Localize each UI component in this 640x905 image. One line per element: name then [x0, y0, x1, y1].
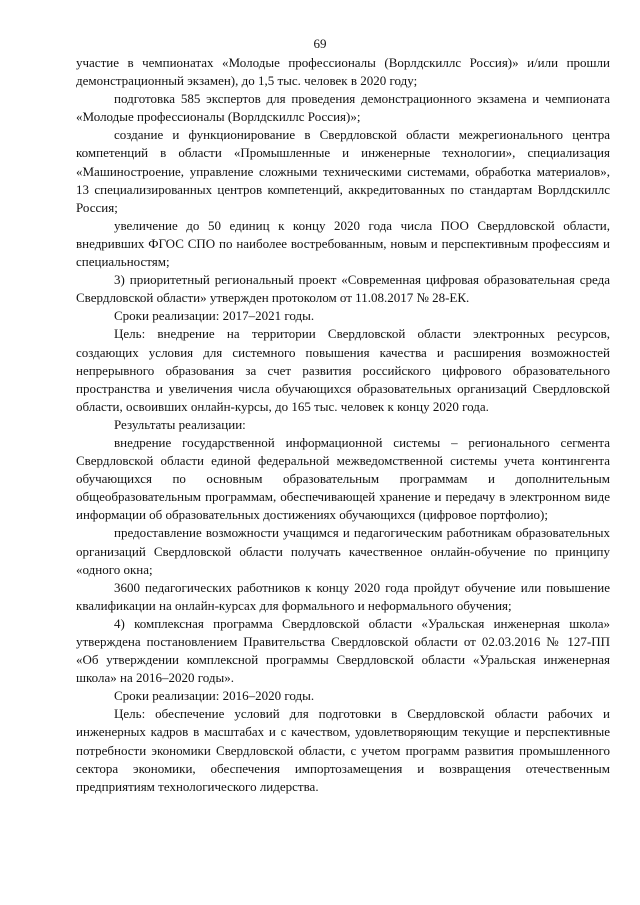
paragraph: Сроки реализации: 2017–2021 годы.: [114, 308, 315, 324]
paragraph: участие в чемпионатах «Молодые профессионалы (Ворлдскиллс Россия)» и/или прошли демонстрационный экзамен), до 1,5 тыс. человек в 2020 году;: [76, 55, 610, 89]
paragraph: подготовка 585 экспертов для проведения демонстрационного экзамена и чемпионата «Молодые профессионалы (Ворлдскиллс Россия)»;: [76, 91, 610, 125]
paragraph: Сроки реализации: 2016–2020 годы.: [114, 688, 315, 704]
paragraph: внедрение государственной информационной системы – регионального сегмента Свердловской области единой федеральной межведомственной системы учета контингента обучающихся по основным образовательным программам и дополнительным общеобразовательным программам, обеспечивающей хранение и передачу в электронном виде информации об образовательных достижениях обучающихся (цифровое портфолио);: [76, 434, 610, 523]
paragraph: предоставление возможности учащимся и педагогическим работникам образовательных организаций Свердловской области получать качественное онлайн-обучение по принципу «одного окна;: [76, 525, 610, 577]
paragraph: 3600 педагогических работников к концу 2020 года пройдут обучение или повышение квалификации на онлайн-курсах для формального и неформального обучения;: [76, 579, 610, 613]
document-body: [76, 54, 610, 796]
paragraph: Цель: внедрение на территории Свердловской области электронных ресурсов, создающих условия для системного повышения качества и расширения возможностей непрерывного образования за счет развития российского цифрового образовательного пространства и увеличения числа обучающихся образовательных организаций Свердловской области, освоивших онлайн-курсы, до 165 тыс. человек к концу 2020 года.: [76, 326, 610, 414]
paragraph: 4) комплексная программа Свердловской области «Уральская инженерная школа» утверждена постановлением Правительства Свердловской области от 02.03.2016 № 127-ПП «Об утверждении комплексной программы Свердловской области «Уральская инженерная школа» на 2016–2020 годы».: [76, 615, 610, 686]
paragraph: создание и функционирование в Свердловской области межрегионального центра компетенций в области «Промышленные и инженерные технологии», специализация «Машиностроение, управление сложными техническими системами, обработка материалов», 13 специализированных центров компетенций, аккредитованных по стандартам Ворлдскиллс Россия;: [76, 127, 610, 215]
page-number: 69: [313, 36, 327, 51]
paragraph: 3) приоритетный региональный проект «Современная цифровая образовательная среда Свердловской области» утвержден протоколом от 11.08.2017 № 28-ЕК.: [76, 272, 610, 306]
paragraph: Результаты реализации:: [114, 416, 246, 432]
paragraph: увеличение до 50 единиц к концу 2020 года числа ПОО Свердловской области, внедривших ФГОС СПО по наиболее востребованным, новым и перспективным профессиям и специальностям;: [76, 217, 610, 270]
paragraph: Цель: обеспечение условий для подготовки в Свердловской области рабочих и инженерных кадров в масштабах и с качеством, удовлетворяющим текущие и перспективные потребности экономики Свердловской области, с учетом программ развития промышленного сектора экономики, обеспечения импортозамещения и возвращения отечественным предприятиям технологического лидерства.: [76, 706, 610, 794]
